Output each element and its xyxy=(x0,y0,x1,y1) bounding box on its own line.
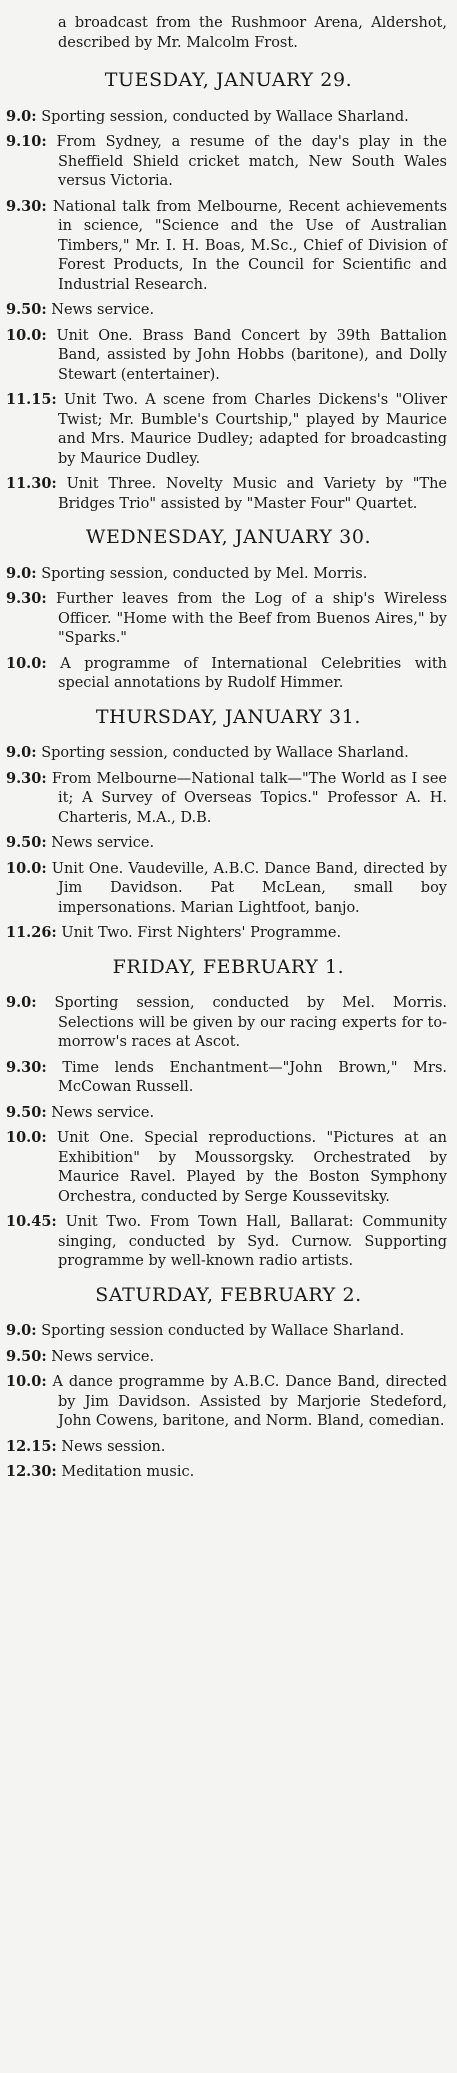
entry-time: 11.26: xyxy=(6,924,57,941)
programme-entry xyxy=(6,390,451,469)
entry-time: 9.50: xyxy=(6,834,47,851)
entry-description: News session. xyxy=(61,1438,166,1455)
entry-description: Unit Three. Novelty Music and Variety by "The Bridges Trio" assisted by "Master Four" Quartet. xyxy=(58,476,448,512)
entry-description: Sporting session conducted by Wallace Sharland. xyxy=(41,1323,405,1339)
day-heading: FRIDAY, FEBRUARY 1. xyxy=(112,955,345,978)
entry-time: 9.50: xyxy=(6,1103,47,1121)
programme-entry xyxy=(6,1462,451,1483)
day-block xyxy=(6,528,451,694)
entry-description: National talk from Melbourne, Recent achievements in science, "Science and the Use of Australian Timbers," Mr. I. H. Boas, M.Sc., Chief of Division of Forest Products, In the Council for Scientific and Industrial Research. xyxy=(52,198,448,293)
entry-time: 12.15: xyxy=(6,1437,57,1455)
programme-entry xyxy=(6,197,451,296)
entry-time: 10.0: xyxy=(6,654,47,672)
entry-description: From Sydney, a resume of the day's play in the Sheffield Shield cricket match, New South Wales versus Victoria. xyxy=(56,134,448,189)
entry-time: 9.0: xyxy=(6,994,37,1011)
programme-entry xyxy=(6,654,451,694)
entry-description: Unit Two. From Town Hall, Ballarat: Community singing, conducted by Syd. Curnow. Supporting programme by well-known radio artists. xyxy=(58,1214,448,1269)
entry-time: 11.15: xyxy=(6,391,57,408)
programme-entry xyxy=(6,300,451,321)
entry-description: Unit One. Brass Band Concert by 39th Battalion Band, assisted by John Hobbs (baritone), and Dolly Stewart (entertainer). xyxy=(56,327,447,383)
entry-time: 10.0: xyxy=(6,1373,47,1390)
programme-entry xyxy=(6,132,451,192)
entry-time: 9.10: xyxy=(6,133,47,150)
entry-description: Sporting session, conducted by Mel. Morris. xyxy=(41,565,368,582)
entry-time: 9.0: xyxy=(6,564,37,582)
programme-days xyxy=(6,71,451,1483)
entry-time: 9.0: xyxy=(6,107,37,125)
programme-entry xyxy=(6,1437,451,1458)
programme-entry xyxy=(6,1321,451,1342)
entry-time: 9.0: xyxy=(6,744,37,761)
programme-entry xyxy=(6,743,451,764)
day-heading: THURSDAY, JANUARY 31. xyxy=(95,705,362,728)
entry-time: 9.30: xyxy=(6,769,47,787)
entry-time: 9.30: xyxy=(6,590,47,607)
entry-description: Time lends Enchantment—"John Brown," Mrs. McCowan Russell. xyxy=(58,1059,448,1095)
programme-entry xyxy=(6,1372,451,1432)
entry-description: Unit One. Special reproductions. "Pictures at an Exhibition" by Moussorgsky. Orchestrated by Maurice Ravel. Played by the Boston Symphony Orchestra, conducted by Serge Koussevitsky. xyxy=(57,1130,447,1205)
day-block xyxy=(6,71,451,514)
programme-entry xyxy=(6,1128,451,1207)
entry-description: Sporting session, conducted by Wallace Sharland. xyxy=(41,745,409,761)
programme-entry xyxy=(6,859,451,919)
entry-description: Unit Two. A scene from Charles Dickens's "Oliver Twist; Mr. Bumble's Courtship," played by Maurice and Mrs. Maurice Dudley; adapted for broadcasting by Maurice Dudley. xyxy=(58,392,447,467)
entry-time: 11.30: xyxy=(6,475,57,492)
entry-description: Sporting session, conducted by Wallace Sharland. xyxy=(41,108,409,125)
entry-time: 10.45: xyxy=(6,1213,57,1230)
day-block xyxy=(6,955,451,1272)
entry-description: From Melbourne—National talk—"The World as I see it; A Survey of Overseas Topics." Professor A. H. Charteris, M.A., D.B. xyxy=(51,770,447,826)
entry-time: 9.30: xyxy=(6,1058,47,1076)
day-block xyxy=(6,1283,451,1483)
entry-description: Sporting session, conducted by Mel. Morris. Selections will be given by our racing experts for to-morrow's races at Ascot. xyxy=(54,995,448,1050)
programme-entry xyxy=(6,589,451,649)
programme-entry xyxy=(6,564,451,585)
entry-time: 12.30: xyxy=(6,1463,57,1480)
day-block xyxy=(6,705,451,944)
entry-time: 10.0: xyxy=(6,859,47,877)
entry-time: 9.0: xyxy=(6,1322,37,1339)
programme-entry xyxy=(6,833,451,854)
entry-time: 10.0: xyxy=(6,1129,47,1146)
entry-description: A dance programme by A.B.C. Dance Band, directed by Jim Davidson. Assisted by Marjorie Stedeford, John Cowens, baritone, and Norm. Bland, comedian. xyxy=(52,1374,447,1429)
day-heading: TUESDAY, JANUARY 29. xyxy=(104,69,353,91)
entry-description: News service. xyxy=(51,1348,155,1365)
entry-time: 9.50: xyxy=(6,1347,47,1365)
programme-entry xyxy=(6,1347,451,1368)
programme-entry xyxy=(6,1058,451,1098)
programme-entry xyxy=(6,1212,451,1272)
programme-entry xyxy=(6,107,451,128)
programme-entry xyxy=(6,326,451,386)
intro-paragraph: a broadcast from the Rushmoor Arena, Aldershot, described by Mr. Malcolm Frost. xyxy=(58,15,447,51)
programme-entry xyxy=(6,769,451,829)
entry-time: 9.30: xyxy=(6,197,47,215)
programme-entry xyxy=(6,993,451,1053)
programme-entry xyxy=(6,474,451,514)
entry-description: Unit Two. First Nighters' Programme. xyxy=(61,925,342,941)
entry-time: 9.50: xyxy=(6,301,47,318)
day-heading: SATURDAY, FEBRUARY 2. xyxy=(95,1283,362,1306)
programme-entry xyxy=(6,923,451,944)
day-heading: WEDNESDAY, JANUARY 30. xyxy=(85,526,372,548)
entry-description: News service. xyxy=(51,835,155,851)
entry-description: Further leaves from the Log of a ship's Wireless Officer. "Home with the Beef from Buenos Aires," by "Sparks." xyxy=(55,591,448,646)
entry-description: News service. xyxy=(51,1104,155,1121)
entry-description: Unit One. Vaudeville, A.B.C. Dance Band, directed by Jim Davidson. Pat McLean, small boy impersonations. Marian Lightfoot, banjo. xyxy=(51,860,448,916)
entry-time: 10.0: xyxy=(6,326,47,344)
programme-entry xyxy=(6,1103,451,1124)
entry-description: A programme of International Celebrities with special annotations by Rudolf Himmer. xyxy=(58,655,447,691)
entry-description: News service. xyxy=(51,302,155,318)
entry-description: Meditation music. xyxy=(61,1464,195,1480)
